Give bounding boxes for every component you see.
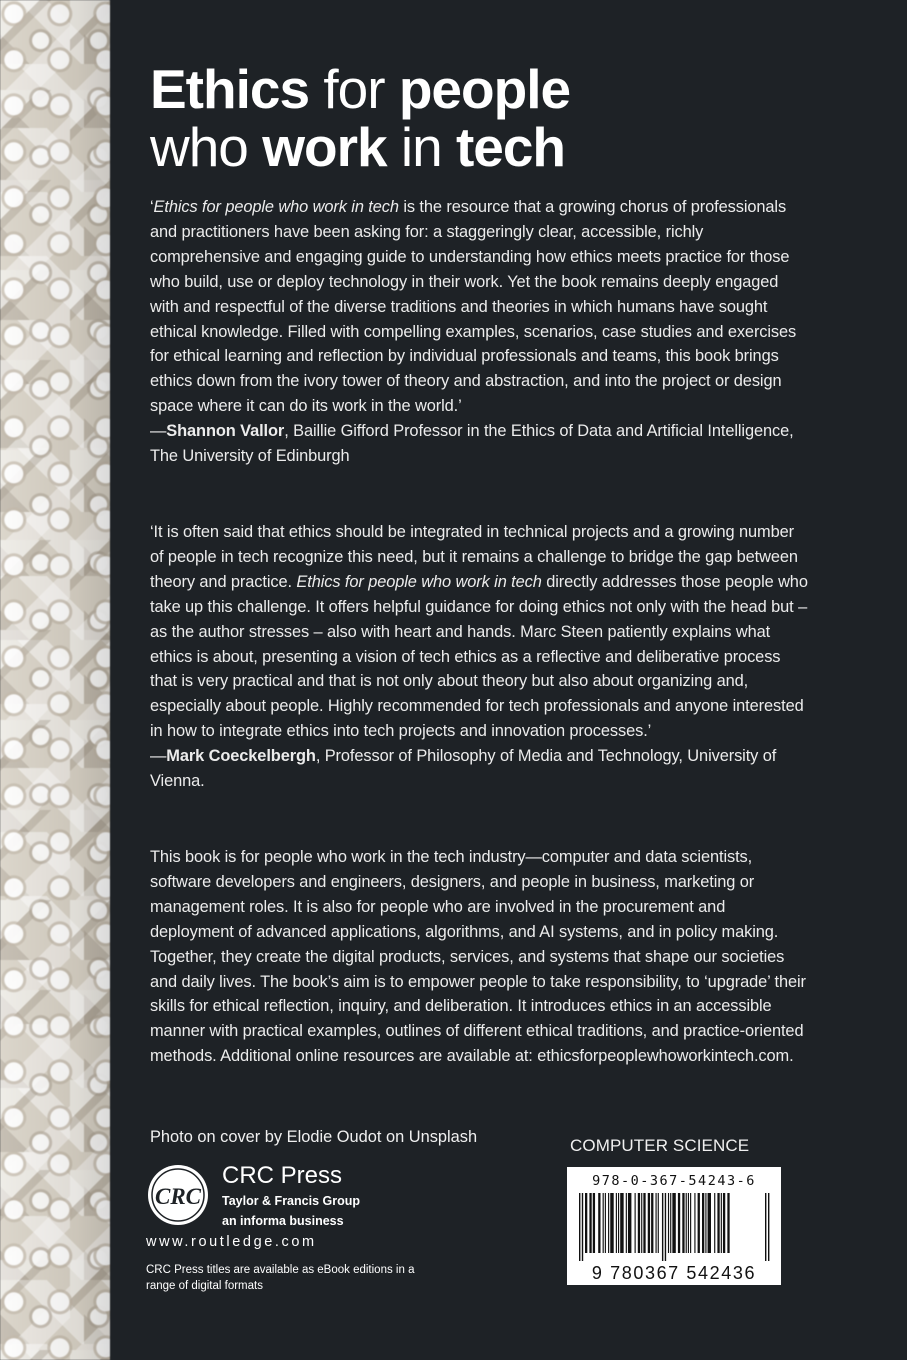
barcode-bar	[616, 1193, 617, 1253]
barcode-bar	[593, 1193, 595, 1253]
photo-credit: Photo on cover by Elodie Oudot on Unsplash	[150, 1128, 478, 1146]
crc-logo-text: CRC	[154, 1184, 202, 1209]
barcode-bar	[610, 1193, 613, 1253]
publisher-name: CRC Press	[222, 1162, 343, 1189]
barcode-bar	[765, 1193, 766, 1261]
barcode-bar	[635, 1193, 636, 1253]
barcode-bar	[694, 1193, 695, 1253]
subject-category: COMPUTER SCIENCE	[570, 1136, 750, 1155]
barcode-bar	[686, 1193, 687, 1253]
barcode-bar	[682, 1193, 684, 1253]
barcode-bar	[641, 1193, 642, 1253]
cover-photo-strip	[0, 0, 110, 1360]
barcode-bar	[723, 1193, 725, 1253]
barcode-bar	[643, 1193, 645, 1253]
barcode-bar	[721, 1193, 722, 1253]
endorsement-attribution: —Shannon Vallor, Baillie Gifford Professor in the Ethics of Data and Artificial Intelligence, The University of Edinburgh	[150, 422, 794, 466]
barcode-bar	[662, 1193, 663, 1261]
barcode-bar	[678, 1193, 680, 1253]
barcode-bar	[727, 1193, 729, 1253]
barcode-bar	[582, 1193, 583, 1261]
barcode-bar	[626, 1193, 627, 1253]
barcode-bar	[579, 1193, 580, 1261]
barcode-bar	[670, 1193, 671, 1253]
barcode-bar	[668, 1193, 669, 1253]
endorsement-attribution: —Mark Coeckelbergh, Professor of Philosophy of Media and Technology, University of Vienna.	[150, 747, 777, 791]
barcode-bar	[618, 1193, 619, 1253]
book-title: Ethics for people who work in tech	[150, 58, 571, 178]
barcode-bar	[658, 1193, 659, 1253]
barcode-bar	[698, 1193, 700, 1253]
barcode-bar	[672, 1193, 675, 1253]
barcode-bar	[690, 1193, 691, 1253]
barcode-bar	[651, 1193, 653, 1253]
endorsement-coeckelbergh: ‘It is often said that ethics should be integrated in technical projects and a growing number of people in tech recognize this need, but it remains a challenge to bridge the gap between theory and practice. Ethics for people who work in tech directly addresses those people who take up this challenge. It offers helpful guidance for doing ethics not only with the head but – as the author stresses – also with heart and hands. Marc Steen patiently explains what ethics is about, presenting a vision of tech ethics as a reflective and deliberative process that is very practical and that is not only about theory but also about organizing and, especially about people. Highly recommended for tech professionals and anyone interested in how to integrate ethics into tech projects and innovation processes.’ —Mark Coeckelbergh, Professor of Philosophy of Media and Technology, University of Vienna.	[150, 523, 808, 791]
barcode-bar	[638, 1193, 640, 1253]
barcode-bar	[628, 1193, 631, 1253]
barcode-bar	[589, 1193, 591, 1253]
barcode-bar	[705, 1193, 706, 1253]
barcode-bar	[768, 1193, 769, 1261]
endorsement-vallor: ‘Ethics for people who work in tech is the resource that a growing chorus of professionals and practitioners have been asking for: a staggeringly clear, accessible, richly comprehensive and engaging guide to understanding how ethics meets practice for those who build, use or deploy technology in their work. Yet the book remains deeply engaged with and respectful of the diverse traditions and theories in which humans have sought ethical knowledge. Filled with compelling examples, scenarios, case studies and exercises for ethical learning and reflection by individual professionals and teams, this book brings ethics down from the ivory tower of theory and abstraction, and into the project or design space where it can do its work in the world.’ —Shannon Vallor, Baillie Gifford Professor in the Ethics of Data and Artificial Intelligence, The University of Edinburgh	[150, 198, 797, 466]
publisher-url: www.routledge.com	[146, 1234, 317, 1250]
publisher-group: Taylor & Francis Group	[222, 1194, 360, 1208]
isbn-ean-digits: 9 780367 542436	[591, 1263, 757, 1283]
barcode-bar	[688, 1193, 689, 1253]
barcode-bar	[605, 1193, 606, 1253]
barcode-bar	[648, 1193, 650, 1253]
barcode-bar	[665, 1193, 666, 1261]
isbn-barcode	[567, 1167, 781, 1285]
barcode-bar	[656, 1193, 657, 1253]
publisher-informa: an informa business	[222, 1214, 344, 1228]
barcode-bar	[608, 1193, 609, 1253]
barcode-bar	[620, 1193, 623, 1253]
ebook-note: CRC Press titles are available as eBook editions in a range of digital formats	[146, 1264, 415, 1292]
barcode-bar	[603, 1193, 604, 1253]
book-description: This book is for people who work in the tech industry—computer and data scientists, software developers and engineers, designers, and people in business, marketing or management roles. It is also for people who are involved in the procurement and deployment of advanced applications, algorithms, and AI systems, and in policy making. Together, they create the digital products, services, and systems that shape our societies and daily lives. The book’s aim is to empower people to take responsibility, to ‘upgrade’ their skills for ethical reflection, inquiry, and deliberation. It introduces ethics in an accessible manner with practical examples, outlines of different ethical traditions, and practice-oriented methods. Additional online resources are available at: ethicsforpeoplewhoworkintech.com.	[150, 848, 806, 1066]
barcode-bar	[598, 1193, 600, 1253]
crc-logo-icon	[146, 1163, 210, 1227]
barcode-bar	[714, 1193, 715, 1253]
isbn-number: 978-0-367-54243-6	[592, 1173, 756, 1189]
barcode-bar	[708, 1193, 711, 1253]
barcode-bar	[717, 1193, 719, 1253]
barcode-bar	[702, 1193, 704, 1253]
barcode-bar	[585, 1193, 587, 1253]
barcode-bars	[577, 1193, 771, 1261]
